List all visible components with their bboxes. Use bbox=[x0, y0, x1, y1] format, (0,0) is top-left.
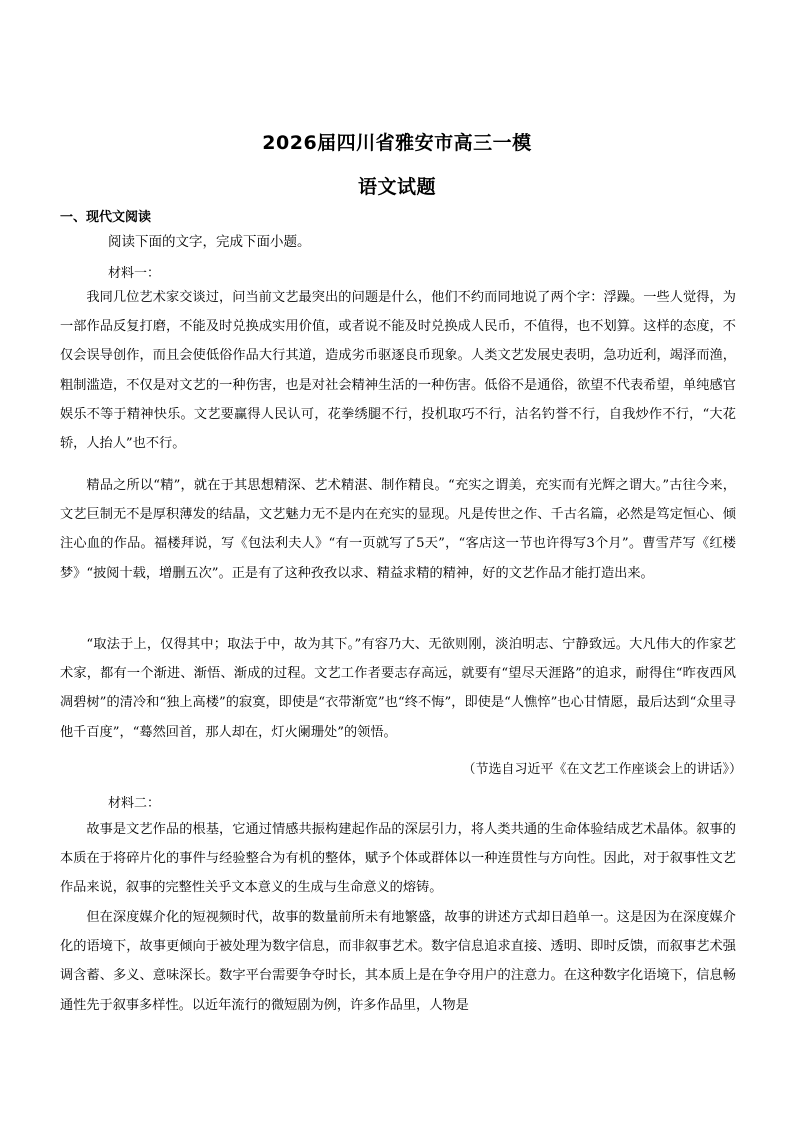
material-1-source: （节选自习近平《在文艺工作座谈会上的讲话》） bbox=[462, 762, 742, 777]
material-1-paragraph-2: 精品之所以“精”，就在于其思想精深、艺术精湛、制作精良。“充实之谓美，充实而有光辉之谓大。”古往今来，文艺巨制无不是厚积薄发的结晶，文艺魅力无不是内在充实的显现。凡是传世之作、千古名篇，必然是笃定恒心、倾注心血的作品。福楼拜说，写《包法利夫人》“有一页就写了5天”，“客店这一节也许得写3个月”。曹雪芹写《红楼梦》“披阅十载，增删五次”。正是有了这种孜孜以求、精益求精的精神，好的文艺作品才能打造出来。 bbox=[60, 478, 736, 581]
material-2-label: 材料二： bbox=[108, 796, 161, 811]
section-heading: 一、现代文阅读 bbox=[60, 210, 152, 225]
exam-title: 2026届四川省雅安市高三一模 bbox=[262, 132, 532, 154]
material-2-paragraph-1: 故事是文艺作品的根基，它通过情感共振构建起作品的深层引力，将人类共通的生命体验结成艺术晶体。叙事的本质在于将碎片化的事件与经验整合为有机的整体，赋予个体或群体以一种连贯性与方向性。因此，对于叙事性文艺作品来说，叙事的完整性关乎文本意义的生成与生命意义的熔铸。 bbox=[60, 822, 736, 896]
reading-instruction: 阅读下面的文字，完成下面小题。 bbox=[108, 234, 311, 250]
material-1-paragraph-1: 我同几位艺术家交谈过，问当前文艺最突出的问题是什么，他们不约而同地说了两个字：浮躁。一些人觉得，为一部作品反复打磨，不能及时兑换成实用价值，或者说不能及时兑换成人民币，不值得，也不划算。这样的态度，不仅会误导创作，而且会使低俗作品大行其道，造成劣币驱逐良币现象。人类文艺发展史表明，急功近利，竭泽而渔，粗制滥造，不仅是对文艺的一种伤害，也是对社会精神生活的一种伤害。低俗不是通俗，欲望不代表希望，单纯感官娱乐不等于精神快乐。文艺要赢得人民认可，花拳绣腿不行，投机取巧不行，沽名钓誉不行，自我炒作不行，“大花轿，人抬人”也不行。 bbox=[60, 290, 736, 452]
exam-subtitle: 语文试题 bbox=[357, 176, 436, 198]
material-1-label: 材料一： bbox=[108, 266, 161, 281]
material-1-paragraph-3: “取法于上，仅得其中；取法于中，故为其下。”有容乃大、无欲则刚，淡泊明志、宁静致远。大凡伟大的作家艺术家，都有一个渐进、渐悟、渐成的过程。文艺工作者要志存高远，就要有“望尽天涯路”的追求，耐得住“昨夜西风凋碧树”的清冷和“独上高楼”的寂寞，即使是“衣带渐宽”也“终不悔”，即使是“人憔悴”也心甘情愿，最后达到“众里寻他千百度”，“蓦然回首，那人却在，灯火阑珊处”的领悟。 bbox=[60, 637, 736, 740]
material-2-paragraph-2: 但在深度媒介化的短视频时代，故事的数量前所未有地繁盛，故事的讲述方式却日趋单一。这是因为在深度媒介化的语境下，故事更倾向于被处理为数字信息，而非叙事艺术。数字信息追求直接、透明、即时反馈，而叙事艺术强调含蓄、多义、意味深长。数字平台需要争夺时长，其本质上是在争夺用户的注意力。在这种数字化语境下，信息畅通性先于叙事多样性。以近年流行的微短剧为例，许多作品里，人物是 bbox=[60, 910, 736, 1013]
